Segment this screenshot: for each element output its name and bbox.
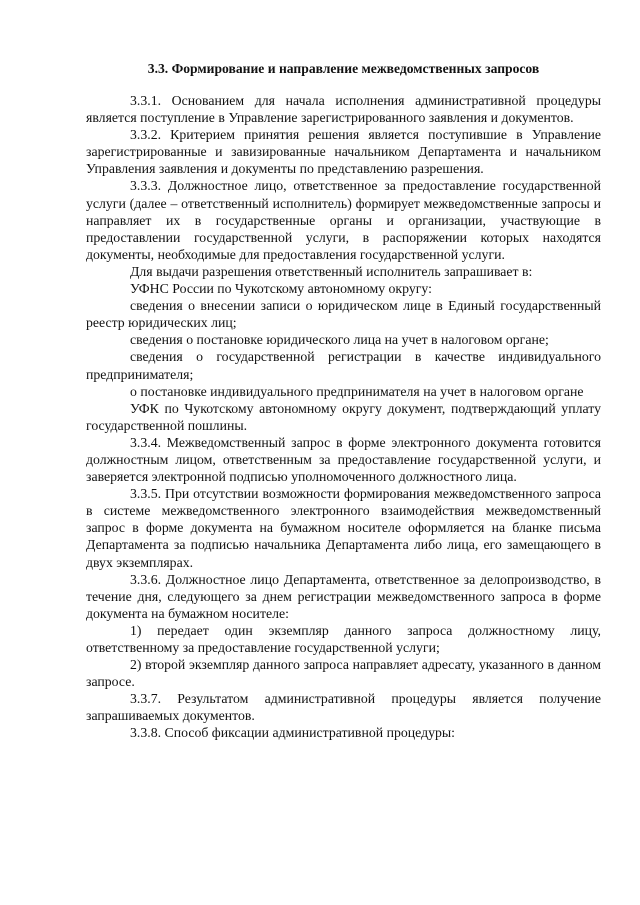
paragraph-3-3-4: 3.3.4. Межведомственный запрос в форме электронного документа готовится должностным лицом, ответственным за предоставление государственной услуги, и заверяется электронной подписью уполномоченного должностного лица. [86, 434, 601, 485]
paragraph-3-3-3: 3.3.3. Должностное лицо, ответственное за предоставление государственной услуги (далее – ответственный исполнитель) формирует межведомственные запросы и направляет их в государственные органы и организации, участвующие в предоставлении государственной услуги, в распоряжении которых находятся документы, необходимые для предоставления государственной услуги. [86, 178, 601, 262]
paragraph-legal-entity-tax: сведения о постановке юридического лица на учет в налоговом органе; [130, 332, 549, 348]
paragraph-3-3-1: 3.3.1. Основанием для начала исполнения административной процедуры является поступление в Управление зарегистрированного заявления и документов. [86, 93, 601, 126]
paragraph-3-3-2: 3.3.2. Критерием принятия решения является поступившие в Управление зарегистрированные и завизированные начальником Департамента и начальником Управления заявления и документы по представлению разрешения. [86, 127, 601, 177]
paragraph-ip-registration: сведения о государственной регистрации в качестве индивидуального предпринимателя; [86, 349, 601, 382]
paragraph-egrul-record: сведения о внесении записи о юридическом лице в Единый государственный реестр юридических лиц; [86, 298, 601, 331]
paragraph-request-intro: Для выдачи разрешения ответственный исполнитель запрашивает в: [130, 263, 533, 279]
paragraph-3-3-5: 3.3.5. При отсутствии возможности формирования межведомственного запроса в системе межведомственного электронного взаимодействия межведомственный запрос в форме документа на бумажном носителе оформляется на бланке письма Департамента за подписью начальника Департамента либо лица, его замещающего в двух экземплярах. [86, 486, 601, 570]
paragraph-item-1: 1) передает один экземпляр данного запроса должностному лицу, ответственному за предоставление государственной услуги; [86, 622, 601, 655]
paragraph-item-2: 2) второй экземпляр данного запроса направляет адресату, указанного в данном запросе. [86, 657, 601, 690]
paragraph-ufns: УФНС России по Чукотскому автономному округу: [130, 281, 432, 297]
paragraph-3-3-8: 3.3.8. Способ фиксации административной процедуры: [130, 725, 455, 741]
paragraph-3-3-6: 3.3.6. Должностное лицо Департамента, ответственное за делопроизводство, в течение дня, следующего за днем регистрации межведомственного запроса в форме документа на бумажном носителе: [86, 571, 601, 621]
section-heading: 3.3. Формирование и направление межведомственных запросов [147, 61, 540, 76]
paragraph-3-3-7: 3.3.7. Результатом административной процедуры является получение запрашиваемых документов. [86, 691, 601, 724]
paragraph-ip-tax: о постановке индивидуального предпринимателя на учет в налоговом органе [130, 383, 584, 399]
paragraph-ufk: УФК по Чукотскому автономному округу документ, подтверждающий уплату государственной пошлины. [86, 400, 601, 433]
document-body [86, 60, 601, 742]
